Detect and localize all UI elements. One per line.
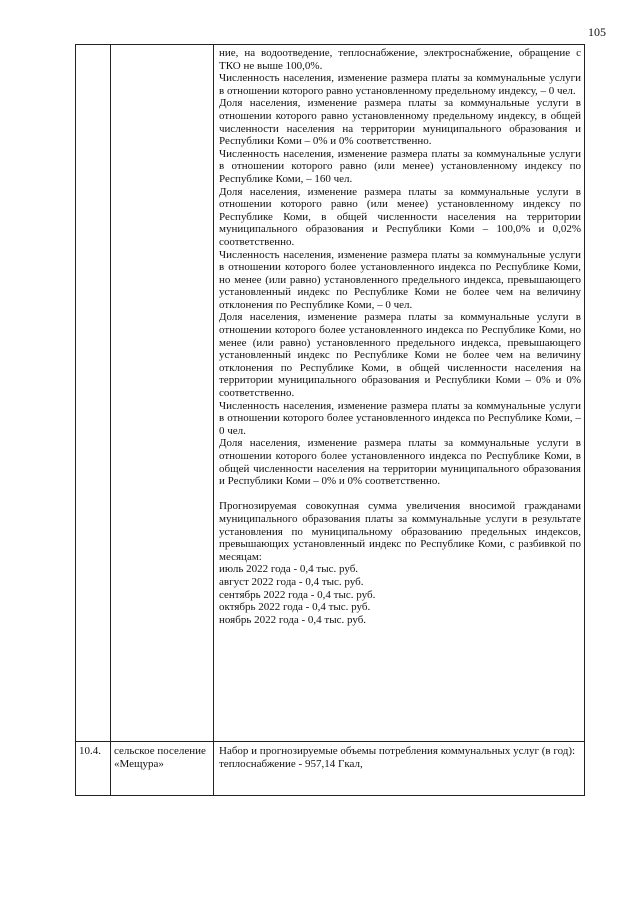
page-number: 105 (588, 25, 606, 39)
paragraph: Доля населения, изменение размера платы за коммунальные услуги в отношении которого равно (или менее) установленному индексу по Республике Коми, в общей численности населения на территории муниципального образования и Республики Коми – 100,0% и 0,02% соответственно. (219, 185, 581, 248)
document-table (75, 44, 585, 796)
month-line: сентябрь 2022 года - 0,4 тыс. руб. (219, 588, 376, 601)
municipality-name: сельское поселение «Мещура» (114, 745, 206, 770)
description-cell (214, 742, 585, 796)
paragraph: ние, на водоотведение, теплоснабжение, электроснабжение, обращение с ТКО не выше 100,0%. (219, 47, 581, 72)
paragraph-gap (219, 488, 581, 501)
paragraph: Численность населения, изменение размера платы за коммунальные услуги в отношении которого равно установленному предельному индексу, – 0 чел. (219, 72, 581, 97)
table-row (76, 45, 585, 742)
row-number (76, 45, 110, 48)
paragraph: Численность населения, изменение размера платы за коммунальные услуги в отношении которого более установленного индекса по Республике Коми, – 0 чел. (219, 399, 581, 437)
description-cell (214, 45, 585, 742)
month-line: июль 2022 года - 0,4 тыс. руб. (219, 563, 359, 576)
paragraph: Доля населения, изменение размера платы за коммунальные услуги в отношении которого более установленного индекса по Республике Коми, в общей численности населения на территории муниципального образования и Республики Коми – 0% и 0% соответственно. (219, 437, 581, 488)
row-number-cell (76, 45, 111, 742)
paragraph: Численность населения, изменение размера платы за коммунальные услуги в отношении которого более установленного индекса по Республике Коми, но менее (или равно) установленного предельного индекса, превышающего установленный индекс по Республике Коми не более чем на величину отклонения по Республике Коми, – 0 чел. (219, 248, 581, 311)
table-row (76, 742, 585, 796)
row-number: 10.4. (79, 745, 101, 757)
municipality-name (111, 45, 213, 48)
month-line: октябрь 2022 года - 0,4 тыс. руб. (219, 601, 371, 614)
paragraph: Набор и прогнозируемые объемы потребления коммунальных услуг (в год): (219, 745, 576, 757)
paragraph: Численность населения, изменение размера платы за коммунальные услуги в отношении которого равно (или менее) установленному индексу по Республике Коми, – 160 чел. (219, 147, 581, 185)
row-number-cell (76, 742, 111, 796)
paragraph: Доля населения, изменение размера платы за коммунальные услуги в отношении которого более установленного индекса по Республике Коми, но менее (или равно) установленного предельного индекса, превышающего установленный индекс по Республике Коми не более чем на величину отклонения по Республике Коми, в общей численности населения на территории муниципального образования и Республики Коми – 0% и 0% соответственно. (219, 311, 581, 400)
month-line: август 2022 года - 0,4 тыс. руб. (219, 575, 364, 588)
municipality-name-cell (111, 742, 214, 796)
municipality-name-cell (111, 45, 214, 742)
month-line: ноябрь 2022 года - 0,4 тыс. руб. (219, 613, 367, 626)
paragraph: Доля населения, изменение размера платы за коммунальные услуги в отношении которого равно установленному предельному индексу, в общей численности населения на территории муниципального образования и Республики Коми – 0% и 0% соответственно. (219, 97, 581, 148)
paragraph: теплоснабжение - 957,14 Гкал, (219, 757, 363, 770)
paragraph: Прогнозируемая совокупная сумма увеличения вносимой гражданами муниципального образования платы за коммунальные услуги в результате установления по муниципальному образованию предельных индексов, превышающих установленный индекс по Республике Коми, с разбивкой по месяцам: (219, 500, 581, 563)
